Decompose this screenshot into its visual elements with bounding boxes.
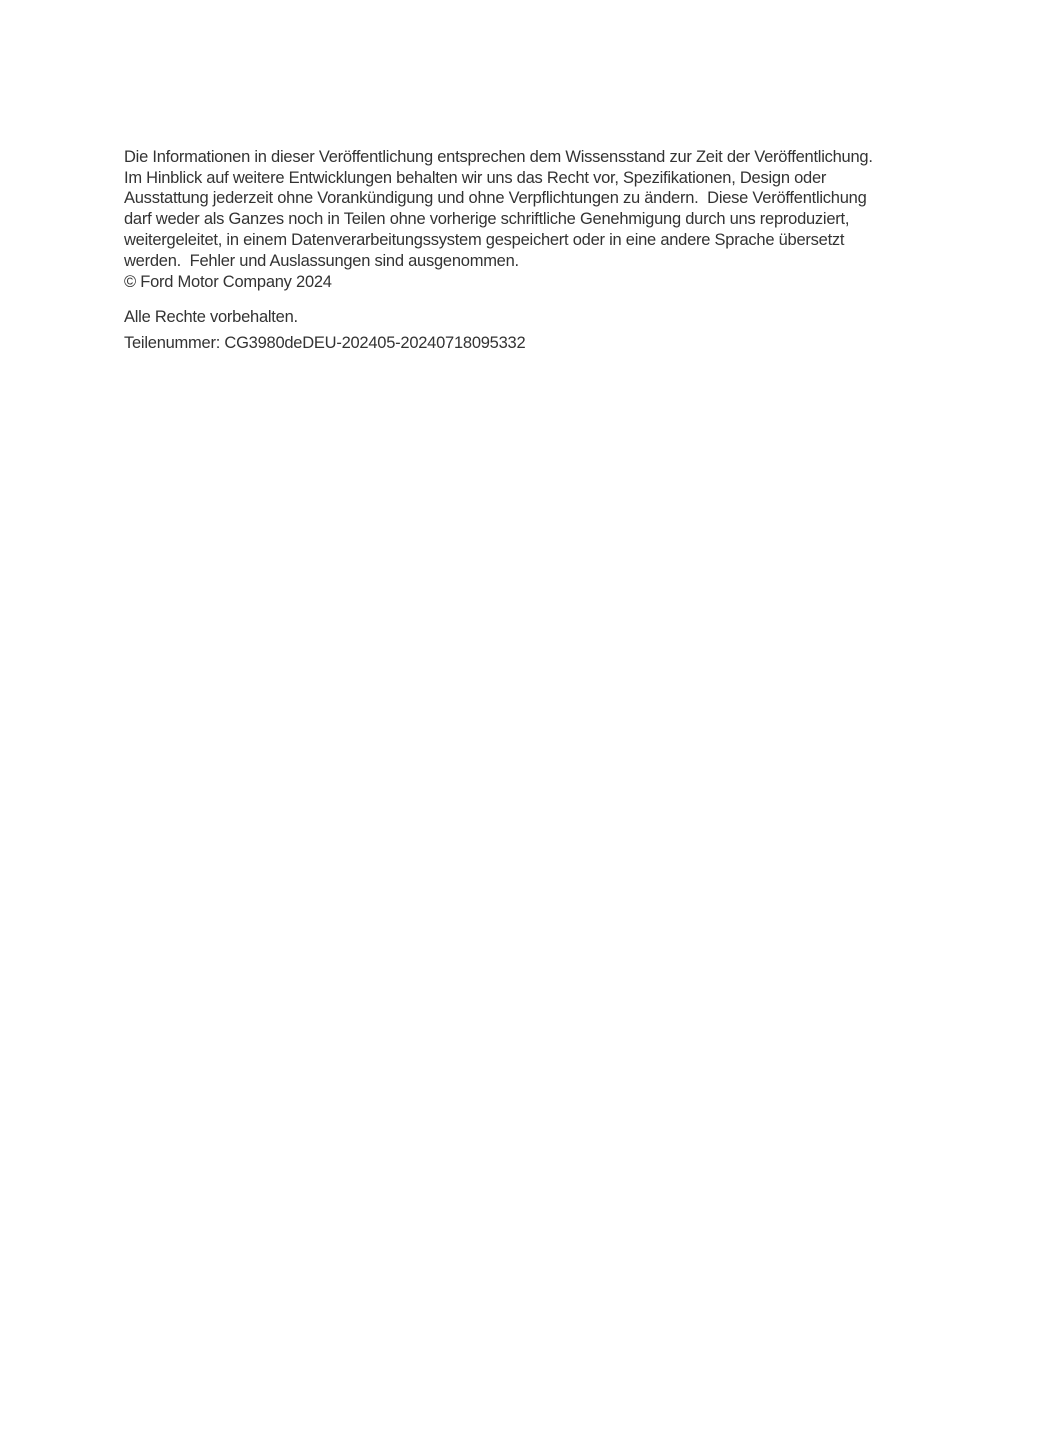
copyright-line: © Ford Motor Company 2024 <box>124 273 332 292</box>
disclaimer-line: Im Hinblick auf weitere Entwicklungen behalten wir uns das Recht vor, Spezifikationen, Design oder <box>124 168 827 187</box>
disclaimer-line: Die Informationen in dieser Veröffentlichung entsprechen dem Wissensstand zur Zeit der Veröffentlichung. <box>124 148 873 166</box>
part-number-line: Teilenummer: CG3980deDEU-202405-20240718095332 <box>124 333 526 352</box>
rights-reserved-line: Alle Rechte vorbehalten. <box>124 307 298 326</box>
legal-disclaimer-paragraph <box>124 147 936 271</box>
copyright-notice-block <box>124 147 936 353</box>
disclaimer-line: darf weder als Ganzes noch in Teilen ohne vorherige schriftliche Genehmigung durch uns reproduziert, <box>124 210 850 229</box>
disclaimer-line: weitergeleitet, in einem Datenverarbeitungssystem gespeichert oder in eine andere Sprache übersetzt <box>124 230 845 249</box>
disclaimer-line: Ausstattung jederzeit ohne Vorankündigung und ohne Verpflichtungen zu ändern. Diese Veröffentlichung <box>124 189 867 208</box>
disclaimer-line: werden. Fehler und Auslassungen sind ausgenommen. <box>124 251 519 270</box>
